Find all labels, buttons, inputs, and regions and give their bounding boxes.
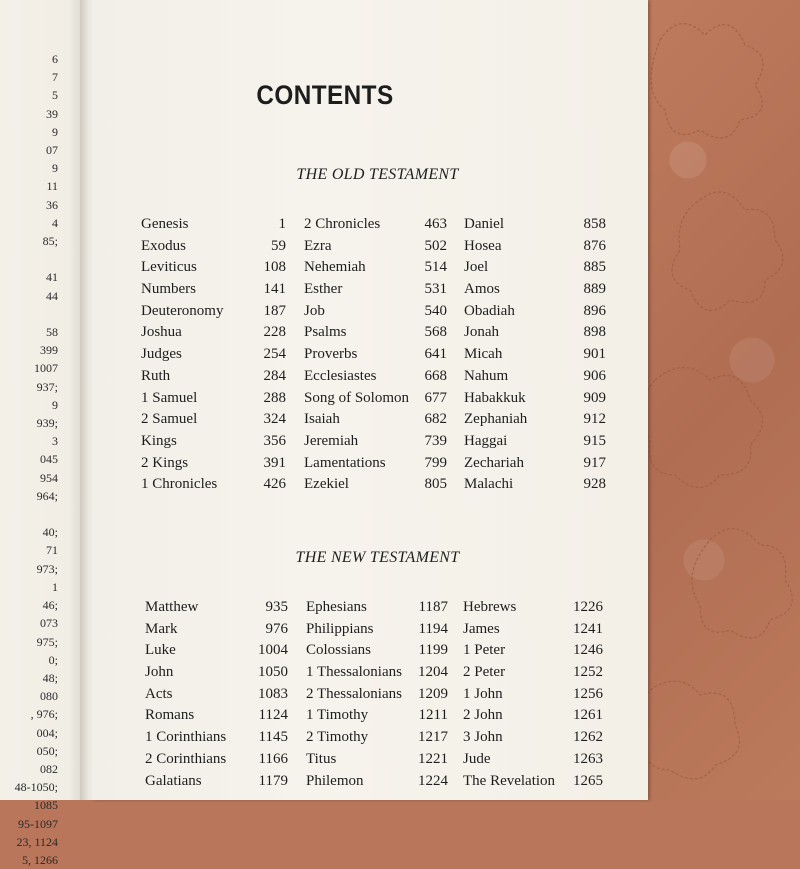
book-page-number: 288: [263, 389, 286, 406]
book-entry: [304, 433, 447, 455]
book-entry: [304, 390, 447, 412]
left-page-number-fragment: 7: [52, 70, 58, 85]
book-name: Joshua: [141, 324, 182, 341]
book-name: 1 Chronicles: [141, 476, 218, 493]
book-page-number: 502: [424, 237, 447, 254]
left-page-number-fragment: 975;: [36, 634, 58, 649]
book-name: Genesis: [141, 216, 189, 232]
book-entry: [464, 281, 606, 303]
book-entry: [463, 621, 603, 643]
book-name: Philippians: [306, 620, 374, 637]
book-name: 2 Thessalonians: [306, 685, 402, 702]
left-page-number-fragment: 40;: [42, 525, 58, 540]
book-name: Luke: [145, 642, 176, 659]
book-page-number: 1166: [258, 750, 288, 767]
book-name: 1 Thessalonians: [306, 664, 402, 681]
left-page-number-fragment: 4: [52, 215, 58, 230]
new-testament-column-3: [463, 599, 603, 794]
book-page-number: 514: [424, 259, 447, 276]
book-entry: [306, 751, 448, 773]
book-page-number: 1194: [418, 620, 448, 637]
left-page-number-fragment: 080: [40, 689, 58, 704]
left-page-number-fragment: 58: [46, 325, 58, 340]
book-page-number: 531: [424, 281, 447, 298]
book-entry: [464, 476, 606, 498]
book-page-number: 1179: [258, 772, 288, 789]
book-entry: [463, 729, 603, 751]
book-entry: [145, 707, 288, 729]
book-entry: [464, 303, 606, 325]
book-name: Nehemiah: [304, 259, 366, 276]
book-page-number: 901: [583, 346, 606, 363]
book-name: Daniel: [464, 216, 504, 232]
book-name: 1 Timothy: [306, 707, 369, 724]
old-testament-heading: THE OLD TESTAMENT: [296, 166, 459, 183]
book-page-number: 915: [583, 432, 606, 449]
book-name: Galatians: [145, 772, 202, 789]
book-page-number: 463: [424, 216, 447, 232]
left-page-number-fragment: 07: [46, 143, 58, 158]
book-entry: [464, 411, 606, 433]
book-page-number: 1263: [573, 750, 603, 767]
left-page-number-fragment: 48;: [42, 670, 58, 685]
book-name: Deuteronomy: [141, 302, 224, 319]
book-entry: [463, 773, 603, 795]
book-name: The Revelation: [463, 772, 556, 789]
left-page-number-fragment: 48-1050;: [14, 780, 58, 795]
quilt-background: [640, 0, 800, 800]
book-name: Job: [304, 302, 325, 319]
book-name: Philemon: [306, 772, 364, 789]
left-page-number-fragment: [0, 250, 58, 268]
book-name: Obadiah: [464, 302, 515, 319]
book-page-number: 1265: [573, 772, 603, 789]
book-name: Hosea: [464, 237, 502, 254]
new-testament-heading: THE NEW TESTAMENT: [295, 549, 460, 566]
left-page-number-fragment: 44: [46, 288, 58, 303]
book-name: 2 Corinthians: [145, 750, 227, 767]
book-entry: [463, 664, 603, 686]
book-page-number: 1: [278, 216, 286, 232]
book-page-number: 59: [271, 237, 286, 254]
book-name: 2 Samuel: [141, 411, 198, 428]
book-entry: [464, 324, 606, 346]
book-page-number: 1252: [573, 664, 603, 681]
book-page-number: 898: [583, 324, 606, 341]
book-name: Kings: [141, 432, 177, 449]
left-page-number-fragment: 71: [46, 543, 58, 558]
book-entry: [141, 368, 286, 390]
book-entry: [304, 238, 447, 260]
left-page-number-fragment: 39: [46, 106, 58, 121]
book-name: 1 Samuel: [141, 389, 198, 406]
book-name: Jude: [463, 750, 491, 767]
book-entry: [141, 238, 286, 260]
left-page-number-fragment: 082: [40, 761, 58, 776]
book-entry: [464, 259, 606, 281]
book-page-number: 858: [583, 216, 606, 232]
book-page-number: 1187: [418, 599, 448, 615]
book-entry: [464, 368, 606, 390]
book-page-number: 324: [263, 411, 286, 428]
left-page-number-fragment: 5: [52, 88, 58, 103]
left-page-number-fragment: 95-1097: [18, 816, 58, 831]
book-page-number: 677: [424, 389, 447, 406]
book-page-number: 1145: [258, 729, 288, 746]
book-name: 3 John: [463, 729, 503, 746]
left-page-number-fragment: 045: [40, 452, 58, 467]
book-page-number: 876: [583, 237, 606, 254]
book-name: 1 Peter: [463, 642, 506, 659]
book-page-number: 356: [263, 432, 286, 449]
book-page-number: 799: [424, 454, 447, 471]
book-page-number: 935: [265, 599, 288, 615]
book-page-number: 912: [583, 411, 606, 428]
book-page-number: 108: [263, 259, 286, 276]
book-entry: [141, 346, 286, 368]
old-testament-column-2: [304, 216, 447, 498]
book-name: Exodus: [141, 237, 186, 254]
book-page-number: 254: [263, 346, 286, 363]
left-page-number-fragment: , 976;: [30, 707, 58, 722]
book-page-number: 805: [424, 476, 447, 493]
book-name: Romans: [145, 707, 195, 724]
book-name: Ezra: [304, 237, 332, 254]
book-name: Numbers: [141, 281, 196, 298]
book-entry: [141, 390, 286, 412]
book-name: Jeremiah: [304, 432, 359, 449]
book-page-number: 885: [583, 259, 606, 276]
book-name: Esther: [304, 281, 343, 298]
book-entry: [464, 216, 606, 238]
left-page-number-fragment: 073: [40, 616, 58, 631]
book-name: Nahum: [464, 367, 509, 384]
book-entry: [145, 686, 288, 708]
book-entry: [141, 476, 286, 498]
left-page-number-fragment: 11: [46, 179, 58, 194]
left-page-number-fragment: 937;: [36, 379, 58, 394]
book-name: Judges: [141, 346, 182, 363]
book-name: Amos: [464, 281, 500, 298]
book-name: 1 Corinthians: [145, 729, 227, 746]
book-entry: [141, 433, 286, 455]
left-page-number-fragment: 36: [46, 197, 58, 212]
book-name: 2 Timothy: [306, 729, 369, 746]
book-page-number: 141: [263, 281, 286, 298]
book-entry: [463, 707, 603, 729]
book-page-number: 906: [583, 367, 606, 384]
book-name: Leviticus: [141, 259, 197, 276]
book-name: Ruth: [141, 367, 171, 384]
book-page-number: 1224: [418, 772, 448, 789]
book-entry: [463, 751, 603, 773]
book-entry: [463, 686, 603, 708]
left-page-number-fragment: 23, 1124: [16, 834, 58, 849]
old-testament-column-3: [464, 216, 606, 498]
book-name: Ecclesiastes: [304, 367, 377, 384]
new-testament-column-2: [306, 599, 448, 794]
book-entry: [306, 707, 448, 729]
book-page-number: 1261: [573, 707, 603, 724]
left-page-number-fragment: 6: [52, 52, 58, 66]
book-page-number: 909: [583, 389, 606, 406]
left-page-number-fragment: [0, 505, 58, 523]
book-page-number: 1262: [573, 729, 603, 746]
book-page-number: 668: [424, 367, 447, 384]
book-entry: [304, 324, 447, 346]
book-page-number: 739: [424, 432, 447, 449]
book-page-number: 889: [583, 281, 606, 298]
left-page-number-fragment: 5, 1266: [22, 852, 58, 867]
left-page-number-fragment: 964;: [36, 488, 58, 503]
book-entry: [145, 621, 288, 643]
book-entry: [141, 216, 286, 238]
book-entry: [304, 368, 447, 390]
book-entry: [464, 433, 606, 455]
book-page-number: 896: [583, 302, 606, 319]
book-entry: [306, 664, 448, 686]
book-entry: [304, 455, 447, 477]
book-page-number: 284: [263, 367, 286, 384]
book-page-number: 1211: [418, 707, 448, 724]
left-page-number-fragment: 399: [40, 343, 58, 358]
book-name: Mark: [145, 620, 178, 637]
book-name: Lamentations: [304, 454, 386, 471]
page-title: CONTENTS: [256, 80, 394, 110]
book-page-number: 1217: [418, 729, 448, 746]
book-name: Ezekiel: [304, 476, 349, 493]
book-name: Zechariah: [464, 454, 524, 471]
book-page-number: 1204: [418, 664, 448, 681]
book-entry: [306, 621, 448, 643]
left-page-number-fragment: 85;: [42, 234, 58, 249]
book-entry: [145, 729, 288, 751]
book-page-number: 1050: [258, 664, 288, 681]
book-name: 1 John: [463, 685, 503, 702]
book-name: Matthew: [145, 599, 199, 615]
book-entry: [141, 303, 286, 325]
book-page-number: 1209: [418, 685, 448, 702]
book-entry: [304, 281, 447, 303]
left-page-edge: [0, 0, 86, 867]
book-page-number: 928: [583, 476, 606, 493]
book-page-number: 1241: [573, 620, 603, 637]
book-entry: [304, 346, 447, 368]
left-page-number-fragment: 41: [46, 270, 58, 285]
book-name: Jonah: [464, 324, 499, 341]
book-page-number: 1083: [258, 685, 288, 702]
book-page-number: 426: [263, 476, 286, 493]
old-testament-column-1: [141, 216, 286, 498]
book-name: Haggai: [464, 432, 508, 449]
book-page-number: 1004: [258, 642, 288, 659]
book-name: Colossians: [306, 642, 372, 659]
book-entry: [304, 411, 447, 433]
book-name: 2 John: [463, 707, 503, 724]
book-entry: [145, 664, 288, 686]
left-page-number-fragment: 3: [52, 434, 58, 449]
book-page-number: 976: [265, 620, 288, 637]
book-name: Malachi: [464, 476, 514, 493]
book-page-number: 391: [263, 454, 286, 471]
book-name: Joel: [464, 259, 489, 276]
book-name: Habakkuk: [464, 389, 526, 406]
book-page-number: 187: [263, 302, 286, 319]
book-entry: [306, 599, 448, 621]
book-page-number: 917: [583, 454, 606, 471]
book-name: 2 Kings: [141, 454, 189, 471]
book-entry: [304, 259, 447, 281]
left-page-number-fragment: 004;: [36, 725, 58, 740]
book-entry: [304, 303, 447, 325]
left-page-number-fragment: 46;: [42, 598, 58, 613]
book-entry: [304, 216, 447, 238]
left-page-number-fragment: 973;: [36, 561, 58, 576]
left-page-number-fragment: 9: [52, 161, 58, 176]
book-entry: [304, 476, 447, 498]
book-entry: [145, 642, 288, 664]
left-page-number-fragment: 9: [52, 397, 58, 412]
left-page-number-fragment: 954: [40, 470, 58, 485]
book-name: Micah: [464, 346, 503, 363]
left-page-number-fragment: 1085: [34, 798, 58, 813]
book-name: John: [145, 664, 174, 681]
book-page-number: 1256: [573, 685, 603, 702]
book-page-number: 540: [424, 302, 447, 319]
book-entry: [463, 642, 603, 664]
book-page-number: 1226: [573, 599, 603, 615]
left-page-number-fragment: 1: [52, 579, 58, 594]
book-name: Psalms: [304, 324, 347, 341]
new-testament-column-1: [145, 599, 288, 794]
book-entry: [464, 455, 606, 477]
left-page-number-fragment: 9: [52, 124, 58, 139]
left-page-number-fragment: [0, 305, 58, 323]
book-name: Zephaniah: [464, 411, 528, 428]
book-page-number: 1246: [573, 642, 603, 659]
book-entry: [141, 259, 286, 281]
book-name: 2 Chronicles: [304, 216, 381, 232]
left-page-number-fragment: 1007: [34, 361, 58, 376]
book-entry: [463, 599, 603, 621]
book-entry: [464, 346, 606, 368]
book-entry: [306, 686, 448, 708]
book-name: Ephesians: [306, 599, 367, 615]
book-entry: [141, 281, 286, 303]
book-name: Titus: [306, 750, 337, 767]
book-name: Isaiah: [304, 411, 340, 428]
book-page-number: 682: [424, 411, 447, 428]
book-entry: [306, 729, 448, 751]
book-entry: [141, 411, 286, 433]
book-page-number: 228: [263, 324, 286, 341]
left-page-number-fragment: 0;: [48, 652, 58, 667]
book-entry: [464, 390, 606, 412]
book-name: Song of Solomon: [304, 389, 410, 406]
book-entry: [145, 751, 288, 773]
book-entry: [464, 238, 606, 260]
book-name: Hebrews: [463, 599, 517, 615]
left-page-number-fragment: 939;: [36, 416, 58, 431]
book-entry: [141, 324, 286, 346]
book-page-number: 641: [424, 346, 447, 363]
book-page-number: 568: [424, 324, 447, 341]
book-name: James: [463, 620, 500, 637]
book-name: Acts: [145, 685, 173, 702]
book-entry: [145, 773, 288, 795]
book-page-number: 1199: [418, 642, 448, 659]
book-name: 2 Peter: [463, 664, 506, 681]
book-page-number: 1221: [418, 750, 448, 767]
left-page-number-fragment: 050;: [36, 743, 58, 758]
book-entry: [141, 455, 286, 477]
book-entry: [145, 599, 288, 621]
book-entry: [306, 642, 448, 664]
book-entry: [306, 773, 448, 795]
book-name: Proverbs: [304, 346, 358, 363]
book-page-number: 1124: [258, 707, 288, 724]
